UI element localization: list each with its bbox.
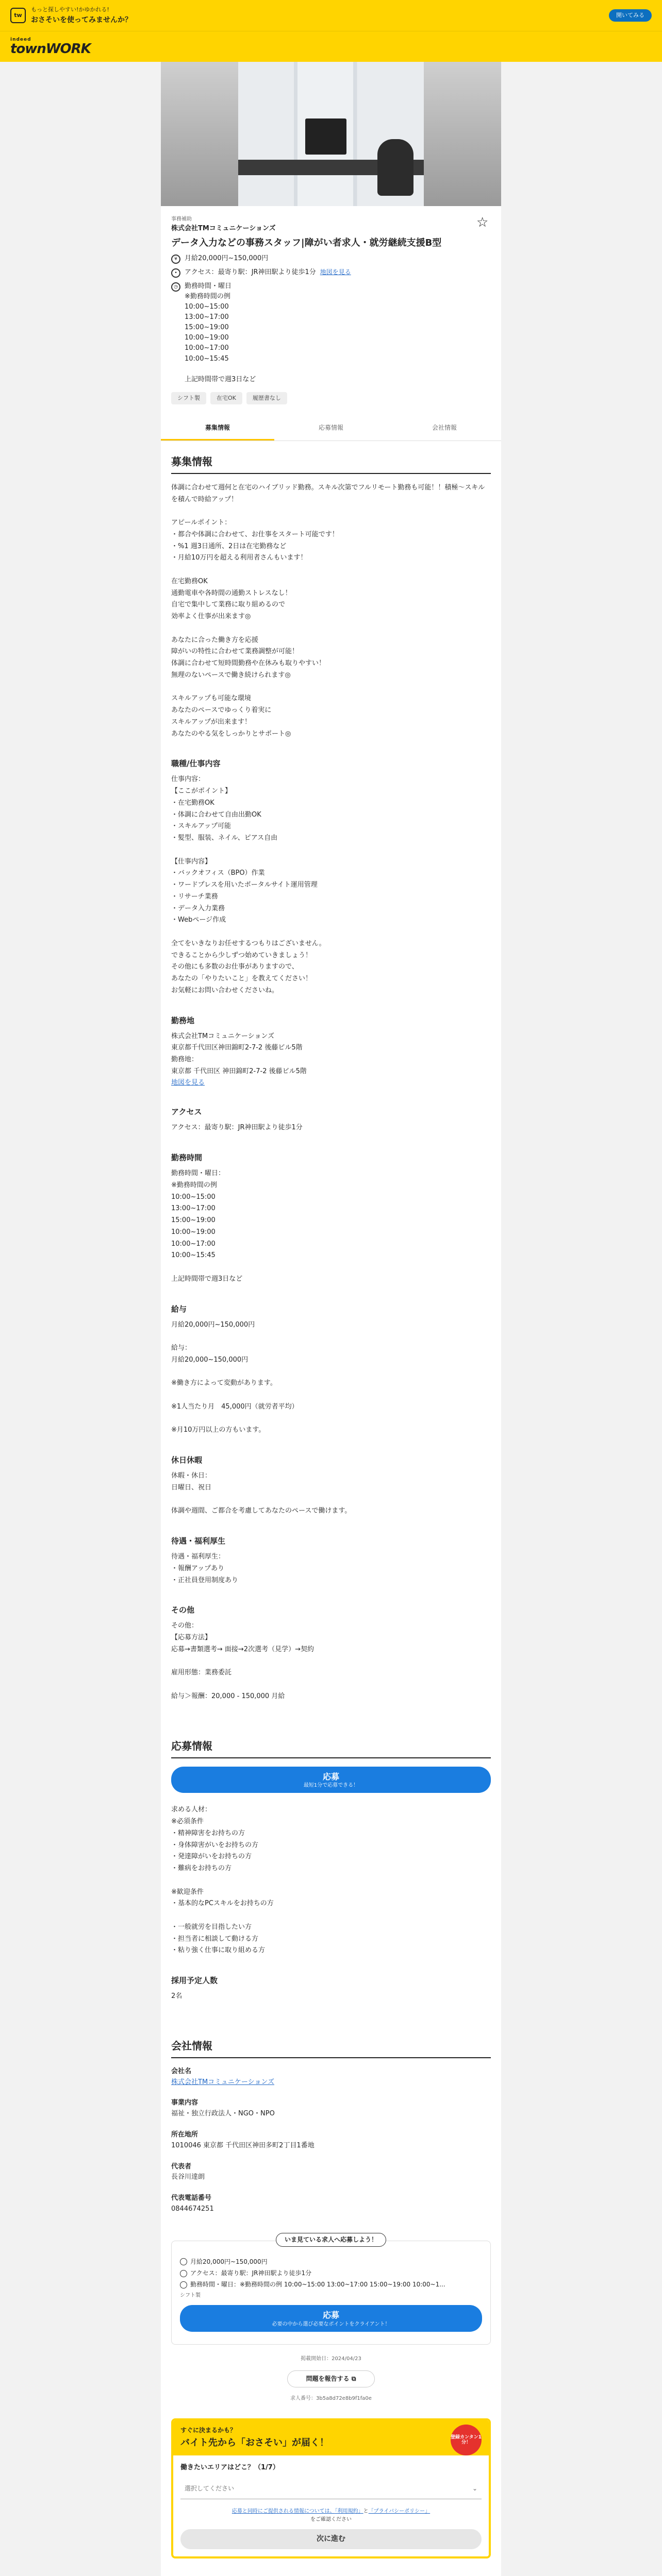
- pay-detail: 月給20,000円~150,000円 給与： 月給20,000~150,000円 ※働き方によって変動があります。 ※1人当たり月 45,000円（就労者平均） ※月10万円以上の方もいます。: [171, 1320, 299, 1434]
- summary-salary: 月給20,000円~150,000円: [180, 2257, 482, 2267]
- promo-line1: すぐに決まるかも？: [180, 2427, 237, 2434]
- company-item: 代表者 長谷川達朗: [171, 2162, 205, 2181]
- app-install-banner: [0, 0, 662, 31]
- apply-section: [161, 1725, 501, 2025]
- next-button[interactable]: 次に進む: [180, 2529, 482, 2549]
- summary-hours: 勤務時間・曜日：※勤務時間の例 10:00~15:00 13:00~17:00 15:00~19:00 10:00~1...: [180, 2280, 482, 2290]
- privacy-link[interactable]: 「プライバシーポリシー」: [368, 2509, 431, 2515]
- summary-apply-label: 応募: [322, 2310, 339, 2320]
- hours-heading-2: 勤務時間: [171, 1153, 203, 1163]
- summary-apply-sub: 必要の中から選び必要なポイントをクライアント！: [272, 2321, 390, 2328]
- apply-heading: 応募情報: [171, 1738, 491, 1758]
- company-section: [161, 2025, 501, 2230]
- company-item: 会社名 株式会社TMコミュニケーションズ: [171, 2066, 491, 2088]
- banner-line1: もっと探しやすい!かゆかれる!: [31, 6, 109, 13]
- recruit-heading: 募集情報: [171, 453, 491, 474]
- apply-button-label: 応募: [322, 1771, 339, 1782]
- location-text: 株式会社TMコミュニケーションズ 東京都千代田区神田錦町2-7-2 後藤ビル5階 勤務地： 東京都 千代田区 神田錦町2-7-2 後藤ビル5階: [171, 1032, 307, 1075]
- terms-note-mid: と: [363, 2509, 369, 2515]
- train-icon: •: [171, 268, 180, 278]
- company-item: 代表電話番号 0844674251: [171, 2194, 214, 2213]
- salary-text: 月給20,000円~150,000円: [185, 254, 269, 262]
- train-icon: [180, 2270, 187, 2277]
- requirements-text: 求める人材： ※必須条件 ・精神障害をお持ちの方 ・身体障害がいをお持ちの方 ・発達障がいをお持ちの方 ・難病をお持ちの方 ※歓迎条件 ・基本的なPCスキルをお持ちの方 ・一般就労を目指したい方 ・担当者に相談して動ける方 ・粘り強く仕事に取り組める方: [171, 1806, 274, 1955]
- other-detail: その他： 【応募方法】 応募→書類選考→ 面接→2次選考（見学）→契約 雇用形態：業務委託 給与＞報酬：20,000 - 150,000 月給: [171, 1622, 314, 1700]
- hours-row: [171, 281, 491, 385]
- access-row: [171, 267, 491, 278]
- apply-summary-card: [171, 2235, 491, 2345]
- access-text: アクセス：最寄り駅：JR神田駅より徒歩1分: [185, 268, 316, 276]
- report-problem-button[interactable]: 問題を報告する ⧉: [287, 2370, 375, 2387]
- company-heading: 会社情報: [171, 2038, 491, 2058]
- job-number: 求人番号：3b5a8d72e8b9f1fa0e: [290, 2396, 372, 2402]
- summary-apply-button[interactable]: [180, 2305, 482, 2332]
- apply-prompt-bubble: いま見ている求人へ応募しよう！: [276, 2233, 386, 2247]
- company-item: 所在地所 1010046 東京都 千代田区神田多町2丁目1番地: [171, 2131, 315, 2149]
- benefit-detail: 待遇・福利厚生： ・報酬アップあり ・正社員登用制度あり: [171, 1553, 239, 1584]
- pay-heading: 給与: [171, 1304, 187, 1314]
- location-map-link[interactable]: 地図を見る: [171, 1078, 205, 1087]
- posted-date: 掲載開始日：2024/04/23: [301, 2356, 361, 2362]
- job-header: [161, 206, 501, 410]
- hire-count: 2名: [171, 1992, 183, 2001]
- promo-badge: 登録カンタン1分！: [451, 2425, 482, 2455]
- feature-chip: 在宅OK: [210, 392, 242, 404]
- hire-count-heading: 採用予定人数: [171, 1976, 218, 1986]
- job-page: [161, 62, 501, 2576]
- salary-row: [171, 253, 491, 264]
- hours-line: 上記時間帯で週3日など: [185, 375, 256, 383]
- app-icon: tw: [10, 8, 26, 23]
- job-title: データ入力などの事務スタッフ|障がい者求人・就労継続支援B型: [171, 237, 442, 248]
- site-header: [0, 31, 662, 62]
- company-item: 事業内容 福祉・独立行政法人・NGO・NPO: [171, 2099, 275, 2118]
- access-detail: アクセス：最寄り駅：JR神田駅より徒歩1分: [171, 1124, 303, 1132]
- summary-chip: シフト製: [180, 2293, 201, 2299]
- hours-line: 10:00~17:00: [185, 344, 229, 352]
- osasoi-promo: [171, 2418, 491, 2558]
- feature-chip: シフト製: [171, 392, 206, 404]
- hours-line: 13:00~17:00: [185, 313, 229, 321]
- chevron-down-icon: ⌄: [472, 2485, 477, 2493]
- apply-button[interactable]: [171, 1767, 491, 1793]
- favorite-star-icon[interactable]: ☆: [476, 215, 489, 230]
- open-app-button[interactable]: 開いてみる: [609, 9, 652, 22]
- terms-link[interactable]: 「利用規約」: [335, 2509, 363, 2515]
- apply-button-sub: 最短1分で応募できる！: [303, 1783, 359, 1789]
- external-link-icon: ⧉: [351, 2375, 356, 2383]
- terms-note-pre: 応募と同時にご提供される情報については、: [231, 2509, 335, 2515]
- townwork-logo[interactable]: indeed townWORK: [10, 37, 91, 57]
- feature-chip: 履歴書なし: [246, 392, 287, 404]
- duties-heading: 職種/仕事内容: [171, 759, 221, 769]
- yen-icon: ¥: [171, 255, 180, 264]
- hours-heading: 勤務時間・曜日: [185, 282, 232, 290]
- holiday-heading: 休日休暇: [171, 1455, 203, 1465]
- hours-line: 10:00~19:00: [185, 334, 229, 342]
- area-select[interactable]: 選択してください ⌄: [180, 2479, 482, 2499]
- feature-chips: [171, 392, 491, 404]
- access-heading: アクセス: [171, 1107, 202, 1117]
- banner-line2: おさそいを使ってみませんか？: [31, 15, 132, 24]
- summary-access: アクセス：最寄り駅：JR神田駅より徒歩1分: [180, 2268, 482, 2278]
- terms-note-post: をご確認ください: [310, 2517, 352, 2523]
- other-heading: その他: [171, 1605, 195, 1615]
- promo-terms-note: [180, 2507, 482, 2524]
- location-heading: 勤務地: [171, 1015, 195, 1025]
- area-question: 働きたいエリアはどこ？（1/7）: [180, 2464, 279, 2472]
- hours-line: 10:00~15:00: [185, 302, 229, 311]
- hours-detail: 勤務時間・曜日： ※勤務時間の例 10:00~15:00 13:00~17:00 15:00~19:00 10:00~19:00 10:00~17:00 10:00~15:45 上記時間帯で週3日など: [171, 1170, 243, 1283]
- yen-icon: [180, 2258, 187, 2265]
- company-name-link[interactable]: 株式会社TMコミュニケーションズ: [171, 2078, 274, 2086]
- job-hero-image: [161, 62, 501, 206]
- hours-line: 15:00~19:00: [185, 324, 229, 332]
- hours-line: 10:00~15:45: [185, 354, 229, 363]
- clock-icon: [180, 2281, 187, 2289]
- hours-spacer: [185, 364, 256, 375]
- tab-recruit[interactable]: 募集情報: [161, 417, 274, 440]
- benefit-heading: 待遇・福利厚生: [171, 1536, 226, 1546]
- recruit-section: [161, 441, 501, 1725]
- promo-line2: バイト先から「おさそい」が届く！: [180, 2437, 329, 2448]
- holiday-detail: 休暇・休日： 日曜日、祝日 体調や週間、ご都合を考慮してあなたのペースで働けます。: [171, 1472, 352, 1515]
- tab-company[interactable]: 会社情報: [432, 423, 457, 431]
- company-name: 株式会社TMコミュニケーションズ: [171, 225, 276, 232]
- clock-icon: ◷: [171, 282, 180, 292]
- duties-text: 仕事内容： 【ここがポイント】 ・在宅勤務OK ・体調に合わせて自由出勤OK ・スキルアップ可能 ・髪型、服装、ネイル、ピアス自由 【仕事内容】 ・バックオフィス（BPO）作業 ・ワードプレスを用いたポータルサイト運用管理 ・リサーチ業務 ・データ入力業務 ・Webページ作成 全てをいきなりお任せするつもりはございません。 できることから少しずつ始めていきましょう！ その他にも多数のお仕事がありますので、 あなたの「やりたいこと」を教えてください！ お気軽にお問い合わせくださいね。: [171, 775, 326, 994]
- map-link[interactable]: 地図を見る: [320, 268, 351, 276]
- job-category: 事務補助: [171, 216, 192, 222]
- hours-line: ※勤務時間の例: [185, 292, 230, 300]
- tab-apply[interactable]: 応募情報: [318, 423, 343, 431]
- section-tabs: [161, 417, 501, 441]
- recruit-intro: 体調に合わせて週何と在宅のハイブリッド勤務。スキル次第でフルリモート勤務も可能！！積極〜スキルを積んで時給アップ！ アピールポイント： ・都合や体調に合わせて、お仕事をスタート可能です！ ・%1 週3日通所、2日は在宅勤務など ・月給10万円を超える利用者さんもいます！ 在宅勤務OK 通勤電車や各時間の通勤ストレスなし！ 自宅で集中して業務に取り組めるので 効率よく仕事が出来ます◎ あなたに合った働き方を応援 障がいの特性に合わせて業務調整が可能！ 体調に合わせて短時間勤務や在休みも取りやすい！ 無理のないペースで働き続けられます◎ スキルアップも可能な環境 あなたのペースでゆっくり着実に スキルアップが出来ます！ あなたのやる気をしっかりとサポート◎: [171, 483, 485, 738]
